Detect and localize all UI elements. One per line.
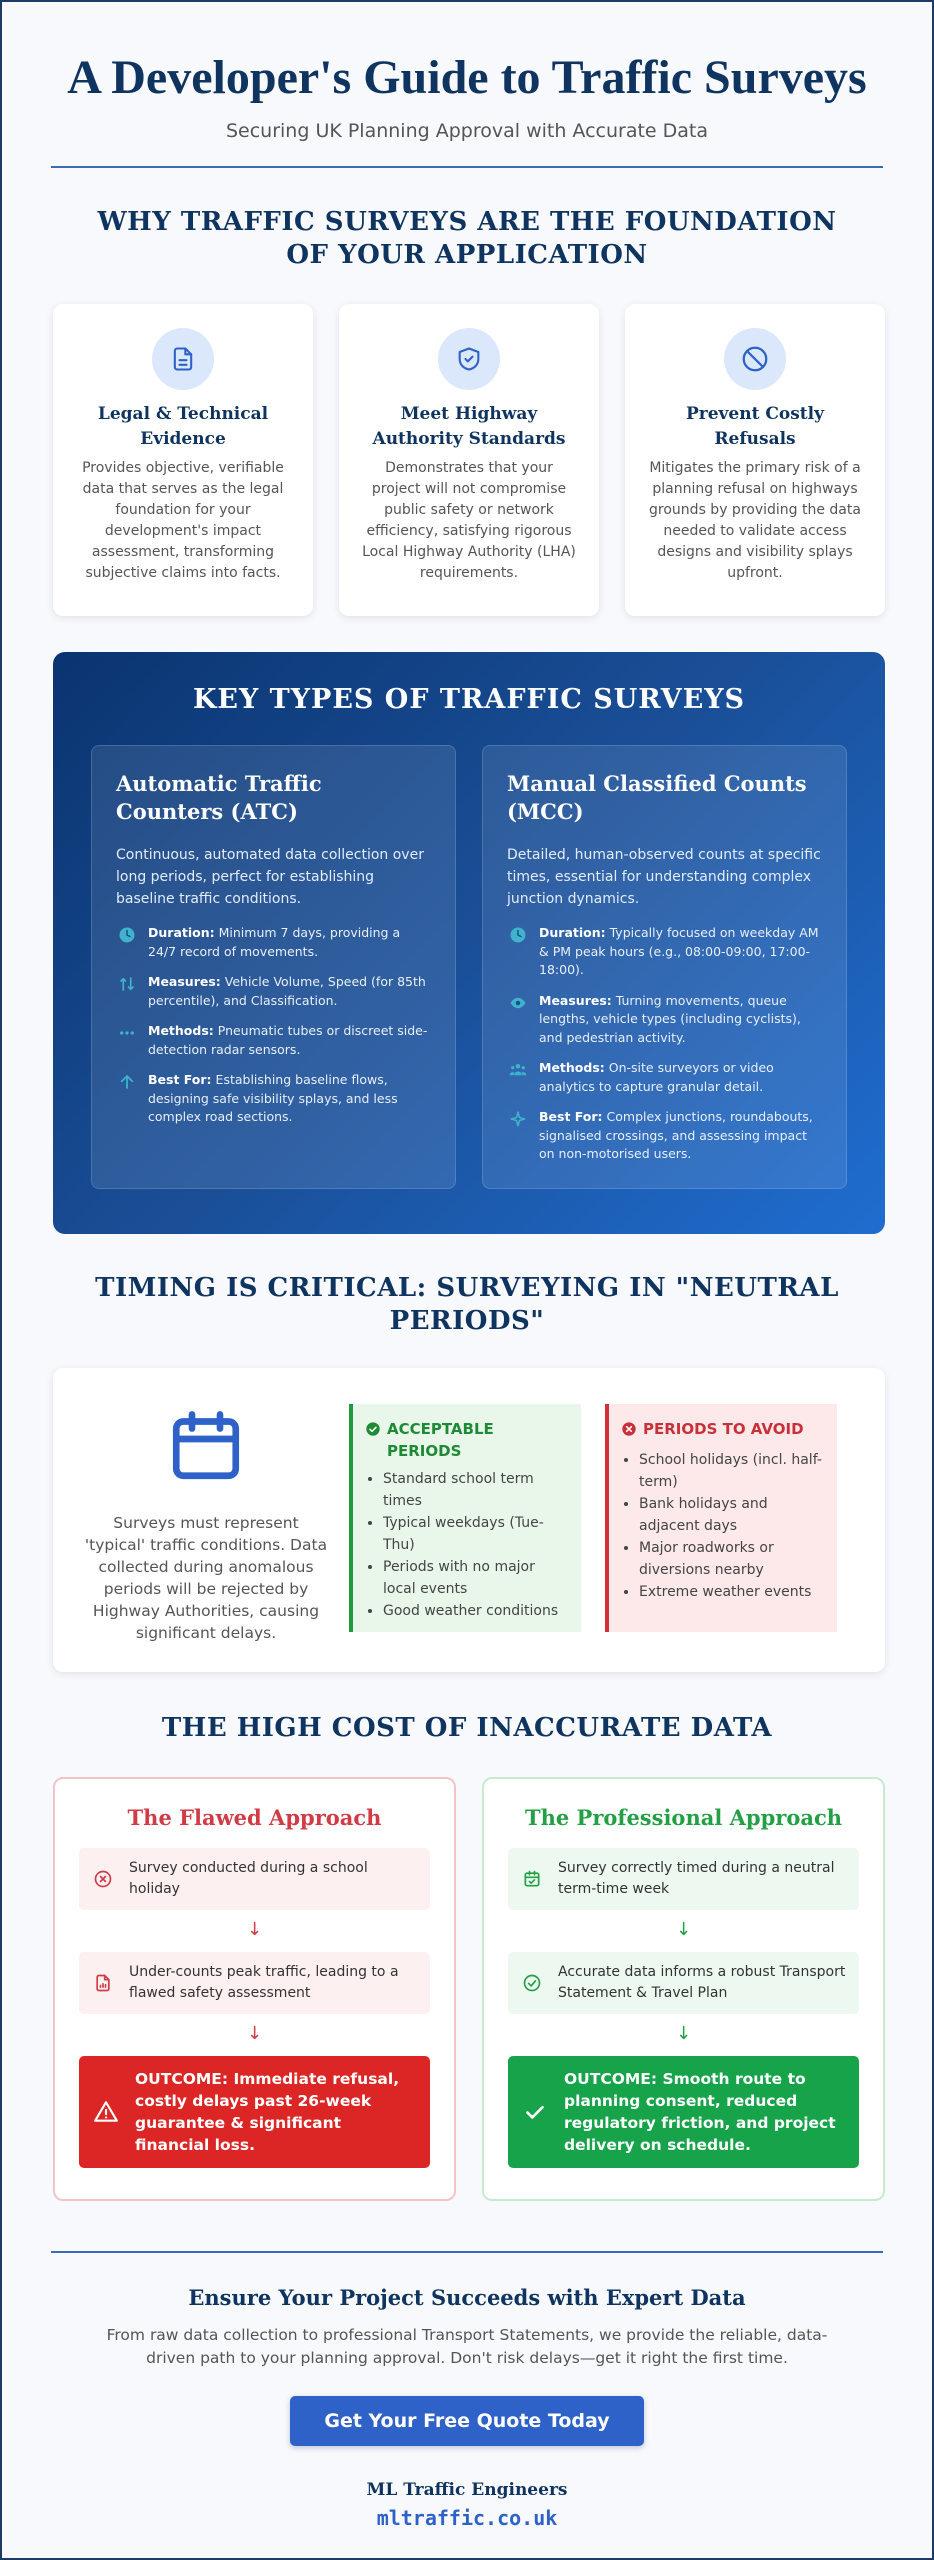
dots-icon xyxy=(116,1022,138,1044)
warning-icon xyxy=(93,2099,119,2125)
periods-to-avoid-box xyxy=(605,1404,837,1632)
arrow-down-icon: ↓ xyxy=(246,1919,263,1940)
card-text: Mitigates the primary risk of a planning refusal on highways grounds by providing the data needed to validate access designs and visibility splays upfront. xyxy=(649,460,861,581)
acceptable-periods-box xyxy=(349,1404,581,1632)
arrows-up-down-icon xyxy=(116,973,138,995)
cta-text: From raw data collection to professional Transport Statements, we provide the reliable, data-driven path to your planning approval. Don't risk delays—get it right the first time. xyxy=(106,2326,828,2367)
company-name: ML Traffic Engineers xyxy=(366,2480,568,2500)
card-prevent-refusals xyxy=(625,304,885,616)
professional-step-1: Survey correctly timed during a neutral term-time week xyxy=(508,1848,859,1910)
card-text: Demonstrates that your project will not compromise public safety or network efficiency, satisfying rigorous Local Highway Authority (LHA) requirements. xyxy=(362,460,576,581)
website-link[interactable]: mltraffic.co.uk xyxy=(376,2506,558,2530)
atc-intro: Continuous, automated data collection over long periods, perfect for establishing baseline traffic conditions. xyxy=(116,847,424,907)
page-title: A Developer's Guide to Traffic Surveys xyxy=(67,51,867,104)
atc-title: Automatic Traffic Counters (ATC) xyxy=(116,771,322,824)
professional-step-2: Accurate data informs a robust Transport Statement & Travel Plan xyxy=(508,1952,859,2014)
clock-icon xyxy=(116,924,138,946)
list-item: • Major roadworks or diversions nearby xyxy=(639,1537,823,1581)
cta-title: Ensure Your Project Succeeds with Expert Data xyxy=(188,2285,746,2310)
list-item: Duration: Typically focused on weekday AM & PM peak hours (e.g., 08:00-09:00, 17:00-18:00). xyxy=(507,924,822,980)
card-title: Legal & Technical Evidence xyxy=(97,404,269,449)
key-types-section xyxy=(53,652,885,1234)
list-item: • Typical weekdays (Tue-Thu) xyxy=(383,1512,567,1556)
list-item: • School holidays (incl. half-term) xyxy=(639,1449,823,1493)
people-icon xyxy=(507,1059,529,1081)
timing-section xyxy=(53,1368,885,1672)
footer-divider xyxy=(51,2251,883,2253)
foundation-title: WHY TRAFFIC SURVEYS ARE THE FOUNDATION OF YOUR APPLICATION xyxy=(97,207,837,270)
x-circle-icon xyxy=(621,1418,637,1443)
card-highway-standards xyxy=(339,304,599,616)
mcc-column xyxy=(482,745,847,1189)
calendar-icon xyxy=(164,1473,248,1492)
sparkle-icon xyxy=(507,1108,529,1130)
card-text: Provides objective, verifiable data that serves as the legal foundation for your development's impact assessment, transforming subjective claims into facts. xyxy=(82,460,284,581)
page-subtitle: Securing UK Planning Approval with Accurate Data xyxy=(225,120,709,142)
list-item: Duration: Minimum 7 days, providing a 24/7 record of movements. xyxy=(116,924,431,961)
card-title: Prevent Costly Refusals xyxy=(685,404,824,449)
list-item: • Good weather conditions xyxy=(383,1600,567,1622)
arrow-down-icon: ↓ xyxy=(246,2023,263,2044)
list-item: Best For: Complex junctions, roundabouts, signalised crossings, and assessing impact on non-motorised users. xyxy=(507,1108,822,1164)
flawed-title: The Flawed Approach xyxy=(127,1805,382,1830)
mcc-intro: Detailed, human-observed counts at specific times, essential for understanding complex junction dynamics. xyxy=(507,847,821,907)
free-quote-button[interactable]: Get Your Free Quote Today xyxy=(290,2396,644,2446)
cost-title: THE HIGH COST OF INACCURATE DATA xyxy=(161,1713,773,1743)
x-circle-icon xyxy=(91,1869,115,1889)
list-item: • Bank holidays and adjacent days xyxy=(639,1493,823,1537)
atc-column xyxy=(91,745,456,1189)
timing-description-block xyxy=(83,1404,329,1672)
professional-outcome: OUTCOME: Smooth route to planning consent, reduced regulatory friction, and project delivery on schedule. xyxy=(508,2056,859,2168)
arrow-up-icon xyxy=(116,1071,138,1093)
mcc-title: Manual Classified Counts (MCC) xyxy=(507,771,807,824)
flawed-step-1: Survey conducted during a school holiday xyxy=(79,1848,430,1910)
header-divider xyxy=(51,166,883,168)
avoid-title: PERIODS TO AVOID xyxy=(643,1420,804,1438)
key-types-title: KEY TYPES OF TRAFFIC SURVEYS xyxy=(192,684,746,715)
timing-description: Surveys must represent 'typical' traffic conditions. Data collected during anomalous periods will be rejected by Highway Authorities, causing significant delays. xyxy=(84,1514,328,1642)
clock-icon xyxy=(507,924,529,946)
arrow-down-icon: ↓ xyxy=(675,2023,692,2044)
list-item: • Standard school term times xyxy=(383,1468,567,1512)
check-circle-icon xyxy=(520,1973,544,1993)
shield-check-icon xyxy=(438,328,500,390)
acceptable-title: ACCEPTABLE PERIODS xyxy=(387,1420,494,1460)
flawed-step-2: Under-counts peak traffic, leading to a flawed safety assessment xyxy=(79,1952,430,2014)
card-title: Meet Highway Authority Standards xyxy=(372,404,566,449)
ban-icon xyxy=(724,328,786,390)
foundation-cards xyxy=(53,304,932,616)
flawed-outcome: OUTCOME: Immediate refusal, costly delays past 26-week guarantee & significant financial loss. xyxy=(79,2056,430,2168)
card-legal-evidence xyxy=(53,304,313,616)
list-item: Measures: Vehicle Volume, Speed (for 85th percentile), and Classification. xyxy=(116,973,431,1010)
flawed-approach-column xyxy=(53,1777,456,2201)
header xyxy=(2,2,932,168)
list-item: Best For: Establishing baseline flows, designing safe visibility splays, and less complex road sections. xyxy=(116,1071,431,1127)
check-circle-icon xyxy=(365,1418,381,1443)
list-item: • Extreme weather events xyxy=(639,1581,823,1603)
professional-title: The Professional Approach xyxy=(524,1805,842,1830)
eye-icon xyxy=(507,992,529,1014)
arrow-down-icon: ↓ xyxy=(675,1919,692,1940)
list-item: Methods: On-site surveyors or video analytics to capture granular detail. xyxy=(507,1059,822,1096)
list-item: • Periods with no major local events xyxy=(383,1556,567,1600)
checkmark-icon xyxy=(522,2099,548,2125)
timing-title: TIMING IS CRITICAL: SURVEYING IN "NEUTRAL PERIODS" xyxy=(95,1273,839,1336)
professional-approach-column xyxy=(482,1777,885,2201)
calendar-check-icon xyxy=(520,1869,544,1889)
document-icon xyxy=(152,328,214,390)
list-item: Methods: Pneumatic tubes or discreet side-detection radar sensors. xyxy=(116,1022,431,1059)
report-chart-icon xyxy=(91,1973,115,1993)
list-item: Measures: Turning movements, queue lengths, vehicle types (including cyclists), and pedestrian activity. xyxy=(507,992,822,1048)
